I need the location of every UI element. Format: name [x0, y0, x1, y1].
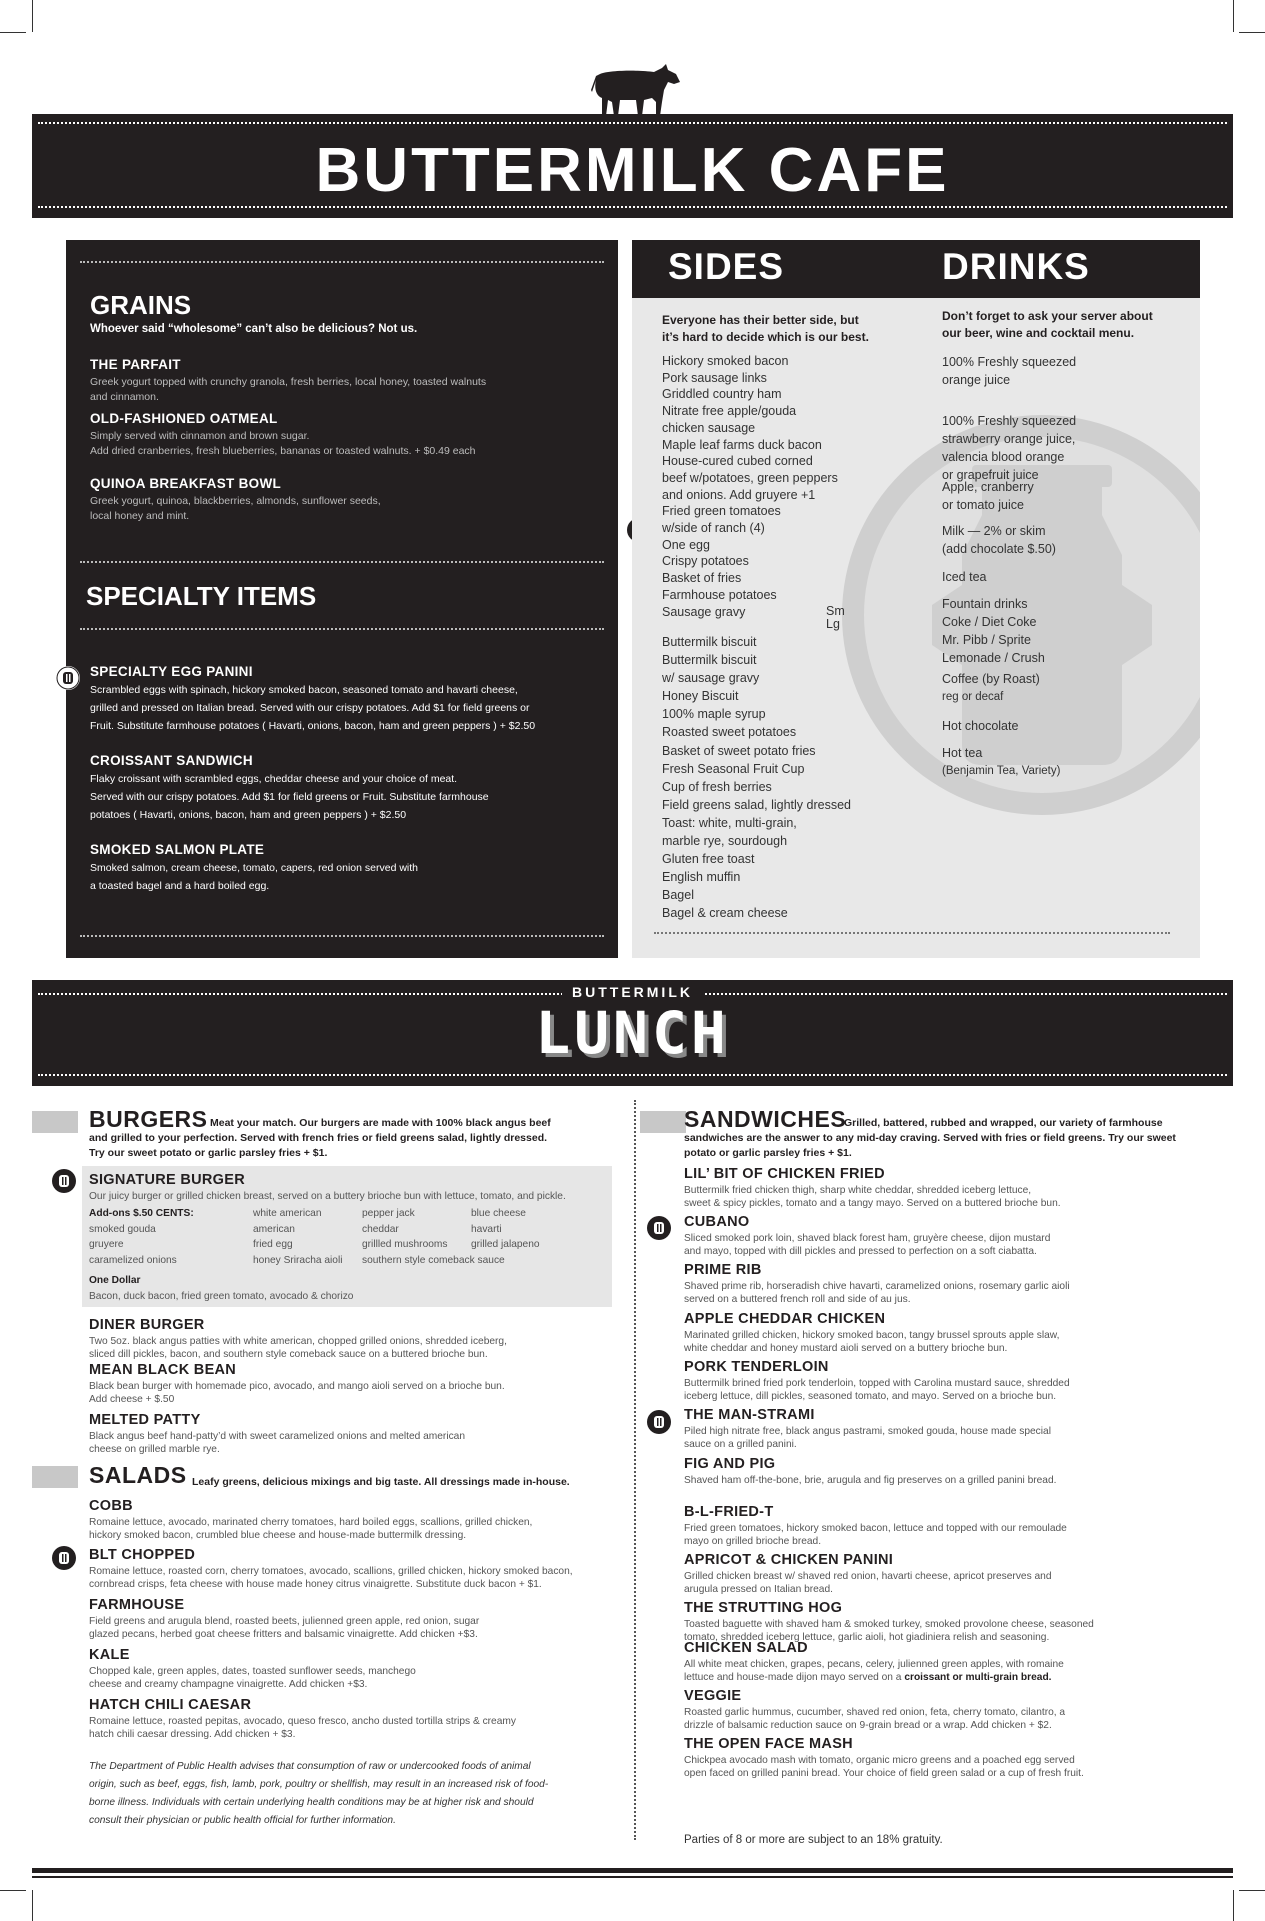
crop-mark [32, 0, 33, 32]
side-item: beef w/potatoes, green peppers [662, 470, 838, 485]
section-tab [640, 1111, 686, 1133]
gravy-sizes: Sm Lg [826, 604, 845, 631]
drink-item [942, 744, 1060, 780]
side-item: Honey Biscuit [662, 689, 739, 704]
menu-item-desc: Greek yogurt topped with crunchy granola, fresh berries, local honey, toasted walnuts and cinnamon. [90, 376, 487, 403]
side-item: Nitrate free apple/gouda [662, 404, 797, 419]
menu-item-title: APRICOT & CHICKEN PANINI [684, 1552, 894, 1568]
grains-heading: GRAINS [90, 290, 192, 320]
side-item: w/ sausage gravy [662, 671, 760, 686]
menu-item-title: THE MAN-STRAMI [684, 1407, 815, 1423]
menu-item-title: LIL’ BIT OF CHICKEN FRIED [684, 1166, 885, 1182]
side-item: Gluten free toast [662, 852, 755, 867]
health-notice: The Department of Public Health advises that consumption of raw or undercooked foods of animal origin, such as beef, eggs, fish, lamb, pork, poultry or shellfish, may result in an increased risk of food- borne illness. Individuals with certain underlying health conditions may be at higher risk and should consult their physician or public health official for further information. [89, 1761, 549, 1826]
desc-text: lettuce and house-made dijon mayo served on a [684, 1672, 902, 1683]
desc-line: Grilled chicken breast w/ shaved red onion, havarti cheese, apricot preserves and [684, 1571, 1052, 1582]
crop-mark [1233, 0, 1234, 32]
desc-line: iceberg lettuce, dill pickles, seasoned tomato, and mayo. Served on a brioche bun. [684, 1391, 1057, 1402]
sides-drinks-panel [632, 240, 1200, 958]
sides-list [662, 353, 838, 620]
sandwiches-desc: sandwiches are the answer to any mid-day craving. Served with fries or field greens. Try our sweet [684, 1132, 1176, 1144]
side-item: marble rye, sourdough [662, 834, 788, 849]
divider [80, 561, 604, 563]
drink-item [942, 522, 1056, 558]
menu-item-title: APPLE CHEDDAR CHICKEN [684, 1311, 886, 1327]
drink-line: Hot tea [942, 746, 983, 760]
desc-line [684, 1671, 1064, 1684]
menu-item-desc [684, 1280, 1070, 1306]
menu-item-desc [89, 1665, 416, 1691]
side-item: Hickory smoked bacon [662, 354, 789, 368]
side-item: Roasted sweet potatoes [662, 725, 797, 740]
menu-item-title: SMOKED SALMON PLATE [90, 842, 265, 857]
drink-item [942, 353, 1076, 389]
drinks-heading: DRINKS [942, 246, 1090, 287]
drink-line: (Benjamin Tea, Variety) [942, 765, 1061, 777]
menu-item-title: CUBANO [684, 1214, 750, 1230]
menu-item-title: THE OPEN FACE MASH [684, 1736, 853, 1752]
divider [38, 1074, 1227, 1076]
side-item: Griddled country ham [662, 387, 782, 402]
drink-line: reg or decaf [942, 691, 1004, 703]
side-item: w/side of ranch (4) [662, 521, 765, 536]
drink-line: Mr. Pibb / Sprite [942, 633, 1031, 647]
menu-item-desc [89, 1335, 507, 1361]
side-item: Bagel [662, 888, 694, 903]
desc-line: cheese on grilled marble rye. [89, 1444, 220, 1455]
side-item: Farmhouse potatoes [662, 587, 777, 602]
menu-item-title: CROISSANT SANDWICH [90, 753, 253, 768]
desc-line: cornbread crisps, feta cheese with house made honey citrus vinaigrette. Substitute duck bacon + $1. [89, 1579, 542, 1590]
drink-line: or grapefruit juice [942, 468, 1039, 482]
side-item: Toast: white, multi-grain, [662, 815, 797, 830]
shell-egg-icon [56, 666, 80, 690]
desc-line: drizzle of balsamic reduction sauce on 9-grain bread or a wrap. Add chicken + $2. [684, 1720, 1052, 1731]
menu-item-title: OLD-FASHIONED OATMEAL [90, 411, 278, 426]
side-item: Buttermilk biscuit [662, 635, 757, 649]
desc-line: Roasted garlic hummus, cucumber, shaved red onion, feta, cherry tomato, cilantro, a [684, 1707, 1066, 1718]
sandwiches-heading: SANDWICHES [684, 1106, 847, 1132]
desc-line: Buttermilk fried chicken thigh, sharp white cheddar, shredded iceberg lettuce, [684, 1185, 1032, 1196]
menu-item-title: HATCH CHILI CAESAR [89, 1697, 252, 1713]
side-item: Basket of fries [662, 571, 742, 586]
menu-item-desc: Flaky croissant with scrambled eggs, cheddar cheese and your choice of meat. Served with our crispy potatoes. Add $1 for field greens or Fruit. Substitute farmhouse potatoes ( Havarti, onions, bacon, ham and green peppers ) + $2.50 [90, 773, 489, 821]
sides-heading: SIDES [668, 246, 785, 287]
divider [38, 206, 1227, 208]
menu-item-title: BLT CHOPPED [89, 1547, 196, 1563]
menu-item-desc [89, 1565, 573, 1591]
shell-egg-icon [52, 1546, 76, 1570]
desc-line: Buttermilk brined fried pork tenderloin, topped with Carolina mustard sauce, shredded [684, 1378, 1070, 1389]
desc-line: Marinated grilled chicken, hickory smoked bacon, tangy brussel sprouts apple slaw, [684, 1330, 1060, 1341]
cafe-title-banner [32, 114, 1233, 218]
burgers-desc: Meat your match. Our burgers are made with 100% black angus beef [210, 1117, 551, 1129]
side-item: Pork sausage links [662, 370, 767, 385]
sides-list-2 [662, 633, 851, 923]
menu-item-title: FARMHOUSE [89, 1597, 185, 1613]
drink-line: orange juice [942, 373, 1011, 387]
lunch-overline: BUTTERMILK [32, 984, 1233, 1000]
drink-line: strawberry orange juice, [942, 432, 1076, 446]
menu-item-desc: Smoked salmon, cream cheese, tomato, capers, red onion served with a toasted bagel and a hard boiled egg. [90, 862, 418, 892]
crop-mark [0, 1890, 26, 1891]
menu-item-desc [684, 1474, 1056, 1487]
side-item: chicken sausage [662, 420, 756, 435]
desc-line: and mayo, topped with dill pickles and pressed to perfection on a soft ciabatta. [684, 1246, 1037, 1257]
lunch-title: LUNCH [535, 999, 730, 1067]
drinks-intro: Don’t forget to ask your server about our beer, wine and cocktail menu. [942, 309, 1153, 340]
menu-item-desc [684, 1706, 1065, 1732]
desc-line: served on a buttered french roll and side of au jus. [684, 1294, 911, 1305]
drink-item [942, 568, 986, 586]
shell-egg-icon [647, 1216, 671, 1240]
gratuity-note: Parties of 8 or more are subject to an 18% gratuity. [684, 1834, 943, 1846]
divider [654, 932, 1170, 934]
addons-col-4: blue cheese havarti grilled jalapeno [471, 1208, 540, 1250]
desc-line: Shaved ham off-the-bone, brie, arugula and fig preserves on a grilled panini bread. [684, 1475, 1057, 1486]
specialty-heading: SPECIALTY ITEMS [86, 581, 317, 611]
menu-item-title: THE PARFAIT [90, 357, 181, 372]
menu-item-desc: Greek yogurt, quinoa, blackberries, almonds, sunflower seeds, local honey and mint. [90, 495, 381, 522]
menu-item-title: PORK TENDERLOIN [684, 1359, 829, 1375]
menu-item-title: VEGGIE [684, 1688, 742, 1704]
desc-line: cheese and creamy champagne vinaigrette. Add chicken +$3. [89, 1679, 368, 1690]
divider [80, 261, 604, 263]
desc-line: hatch chili caesar dressing. Add chicken + $3. [89, 1729, 296, 1740]
divider [80, 935, 604, 937]
drink-line: Hot chocolate [942, 719, 1019, 733]
column-divider [634, 1100, 636, 1840]
menu-item-desc: Our juicy burger or grilled chicken breast, served on a buttery brioche bun with lettuce, tomato, and pickle. [89, 1191, 566, 1202]
desc-line: mayo on grilled brioche bread. [684, 1536, 822, 1547]
burgers-heading: BURGERS [89, 1106, 208, 1132]
desc-line: sauce on a grilled panini. [684, 1439, 797, 1450]
desc-line: Black bean burger with homemade pico, avocado, and mango aioli served on a brioche bun. [89, 1381, 505, 1392]
drink-item [942, 412, 1076, 484]
drink-item [942, 717, 1018, 735]
menu-item-title: THE STRUTTING HOG [684, 1600, 843, 1616]
bottom-rule [32, 1868, 1233, 1873]
cow-icon [590, 62, 682, 118]
menu-item-desc: Simply served with cinnamon and brown sugar. Add dried cranberries, fresh blueberries, bananas or toasted walnuts. + $0.49 each [90, 430, 476, 457]
sandwiches-desc: Grilled, battered, rubbed and wrapped, our variety of farmhouse [844, 1117, 1163, 1129]
side-item: Field greens salad, lightly dressed [662, 797, 851, 812]
menu-item-title: CHICKEN SALAD [684, 1640, 808, 1656]
menu-item-desc [89, 1615, 479, 1641]
desc-line: Sliced smoked pork loin, shaved black forest ham, gruyère cheese, dijon mustard [684, 1233, 1051, 1244]
desc-line: Chopped kale, green apples, dates, toasted sunflower seeds, manchego [89, 1666, 416, 1677]
desc-line: sweet & spicy pickles, tomato and a tangy mayo. Served on a buttered brioche bun. [684, 1198, 1061, 1209]
desc-line: Add cheese + $.50 [89, 1394, 175, 1405]
addons-col-2: white american american fried egg honey Sriracha aioli [253, 1208, 343, 1266]
drink-line: 100% Freshly squeezed [942, 355, 1077, 369]
menu-item-title: KALE [89, 1647, 130, 1663]
desc-line: Field greens and arugula blend, roasted beets, julienned green apple, red onion, sugar [89, 1616, 480, 1627]
drink-line: (add chocolate $.50) [942, 542, 1056, 556]
menu-item-desc [89, 1715, 516, 1741]
menu-item-title: QUINOA BREAKFAST BOWL [90, 476, 282, 491]
menu-item-desc [89, 1516, 532, 1542]
desc-line: Chickpea avocado mash with tomato, organic micro greens and a poached egg served [684, 1755, 1075, 1766]
one-dollar-addons: One Dollar Bacon, duck bacon, fried green tomato, avocado & chorizo [89, 1275, 354, 1302]
sides-intro: Everyone has their better side, but it’s hard to decide which is our best. [662, 313, 869, 344]
section-tab [32, 1466, 78, 1488]
desc-line: Romaine lettuce, roasted corn, cherry tomatoes, avocado, scallions, grilled chicken, hickory smoked bacon, [89, 1566, 573, 1577]
shell-egg-icon [52, 1169, 76, 1193]
desc-line: Black angus beef hand-patty’d with sweet caramelized onions and melted american [89, 1431, 466, 1442]
menu-item-desc [89, 1380, 505, 1406]
menu-item-title: SPECIALTY EGG PANINI [90, 664, 253, 679]
drink-item [942, 478, 1034, 514]
desc-line: arugula pressed on Italian bread. [684, 1584, 833, 1595]
drink-item [942, 595, 1045, 667]
burgers-desc: Try our sweet potato or garlic parsley fries + $1. [89, 1147, 328, 1159]
grains-specialty-panel [66, 240, 618, 958]
desc-line: tomato, shredded iceberg lettuce, garlic aioli, hot giadiniera relish and seasoning. [684, 1632, 1050, 1643]
menu-item-desc [684, 1232, 1050, 1258]
desc-bold: croissant or multi-grain bread. [904, 1672, 1052, 1683]
menu-item-title: COBB [89, 1498, 133, 1514]
side-item: 100% maple syrup [662, 707, 766, 722]
menu-item-desc [684, 1184, 1061, 1210]
menu-item-title: B-L-FRIED-T [684, 1504, 774, 1520]
desc-line: Fried green tomatoes, hickory smoked bacon, lettuce and topped with our remoulade [684, 1523, 1067, 1534]
crop-mark [1239, 32, 1265, 33]
section-tab [32, 1111, 78, 1133]
divider [80, 628, 604, 630]
side-item: Bagel & cream cheese [662, 906, 788, 921]
drink-line: valencia blood orange [942, 450, 1065, 464]
desc-line: Shaved prime rib, horseradish chive havarti, caramelized onions, rosemary garlic aioli [684, 1281, 1070, 1292]
side-item: House-cured cubed corned [662, 454, 813, 469]
side-item: Fried green tomatoes [662, 504, 781, 519]
menu-item-desc [89, 1430, 465, 1456]
bottom-rule [32, 1876, 1233, 1878]
drink-item [942, 670, 1040, 706]
menu-item-title: FIG AND PIG [684, 1456, 776, 1472]
shell-egg-icon [647, 1410, 671, 1434]
drink-line: Coke / Diet Coke [942, 615, 1037, 629]
desc-line: hickory smoked bacon, crumbled blue cheese and house-made buttermilk dressing. [89, 1530, 467, 1541]
desc-line: open faced on grilled panini bread. Your choice of field green salad or a cup of fresh fruit. [684, 1768, 1084, 1779]
crop-mark [1239, 1890, 1265, 1891]
side-item: Crispy potatoes [662, 554, 749, 569]
drink-line: or tomato juice [942, 498, 1024, 512]
drink-line: Fountain drinks [942, 597, 1028, 611]
salads-heading: SALADS [89, 1462, 187, 1488]
drink-line: 100% Freshly squeezed [942, 414, 1077, 428]
side-item: Fresh Seasonal Fruit Cup [662, 761, 805, 776]
side-item: English muffin [662, 870, 741, 885]
desc-line: Two 5oz. black angus patties with white american, chopped grilled onions, shredded iceberg, [89, 1336, 507, 1347]
desc-line: white cheddar and honey mustard aioli served on a buttery brioche bun. [684, 1343, 1008, 1354]
side-item: Sausage gravy [662, 604, 746, 619]
side-item: Basket of sweet potato fries [662, 743, 816, 758]
desc-line: Romaine lettuce, avocado, marinated cherry tomatoes, hard boiled eggs, scallions, grilled chicken, [89, 1517, 533, 1528]
menu-item-title: SIGNATURE BURGER [89, 1172, 245, 1188]
addons-col-1: Add-ons $.50 CENTS: smoked gouda gruyere caramelized onions [89, 1208, 194, 1266]
side-item: and onions. Add gruyere +1 [662, 487, 816, 502]
drink-line: Iced tea [942, 570, 987, 584]
menu-item-desc [684, 1570, 1052, 1596]
drink-line: Lemonade / Crush [942, 651, 1045, 665]
menu-item-title: PRIME RIB [684, 1262, 762, 1278]
side-item: Cup of fresh berries [662, 779, 772, 794]
menu-item-desc [684, 1425, 1051, 1451]
side-item: Buttermilk biscuit [662, 653, 757, 668]
side-item: Maple leaf farms duck bacon [662, 437, 822, 452]
desc-line: sliced dill pickles, bacon, and southern style comeback sauce on a buttered brioche bun. [89, 1349, 488, 1360]
menu-item-desc [684, 1522, 1067, 1548]
menu-item-desc: Scrambled eggs with spinach, hickory smoked bacon, seasoned tomato and havarti cheese, grilled and pressed on Italian bread. Served with our crispy potatoes. Add $1 for field greens or Fruit. Substitute farmhouse potatoes ( Havarti, onions, bacon, ham and green peppers ) + $2.50 [90, 684, 536, 732]
menu-item-title: DINER BURGER [89, 1317, 205, 1333]
menu-item-desc [684, 1658, 1064, 1684]
menu-item-title: MEAN BLACK BEAN [89, 1362, 237, 1378]
cafe-title: BUTTERMILK CAFE [315, 136, 950, 205]
addons-col-3: pepper jack cheddar grillled mushrooms southern style comeback sauce [362, 1208, 505, 1266]
drink-line: Coffee (by Roast) [942, 672, 1040, 686]
sides-drinks-header [632, 240, 1200, 298]
desc-line: All white meat chicken, grapes, pecans, celery, julienned green apples, with romaine [684, 1659, 1064, 1670]
menu-item-desc [684, 1329, 1059, 1355]
crop-mark [0, 32, 26, 33]
desc-line: Romaine lettuce, roasted pepitas, avocado, queso fresco, ancho dusted tortilla strips & creamy [89, 1716, 516, 1727]
crop-mark [32, 1890, 33, 1921]
side-item: One egg [662, 537, 710, 552]
drink-line: Apple, cranberry [942, 480, 1034, 494]
menu-item-title: MELTED PATTY [89, 1412, 201, 1428]
drink-line: Milk — 2% or skim [942, 524, 1046, 538]
sandwiches-desc: potato or garlic parsley fries + $1. [684, 1147, 852, 1159]
menu-item-desc [684, 1377, 1070, 1403]
desc-line: Toasted baguette with shaved ham & smoked turkey, smoked provolone cheese, seasoned [684, 1619, 1094, 1630]
desc-line: Piled high nitrate free, black angus pastrami, smoked gouda, house made special [684, 1426, 1051, 1437]
grains-tagline: Whoever said “wholesome” can’t also be delicious? Not us. [90, 323, 418, 335]
menu-item-desc [684, 1754, 1084, 1780]
lunch-banner [32, 980, 1233, 1086]
burgers-desc: and grilled to your perfection. Served with french fries or field greens salad, lightly dressed. [89, 1132, 548, 1144]
salads-desc: Leafy greens, delicious mixings and big taste. All dressings made in-house. [192, 1476, 570, 1488]
crop-mark [1233, 1890, 1234, 1921]
divider [38, 122, 1227, 124]
desc-line: glazed pecans, herbed goat cheese fritters and balsamic vinaigrette. Add chicken +$3. [89, 1629, 478, 1640]
